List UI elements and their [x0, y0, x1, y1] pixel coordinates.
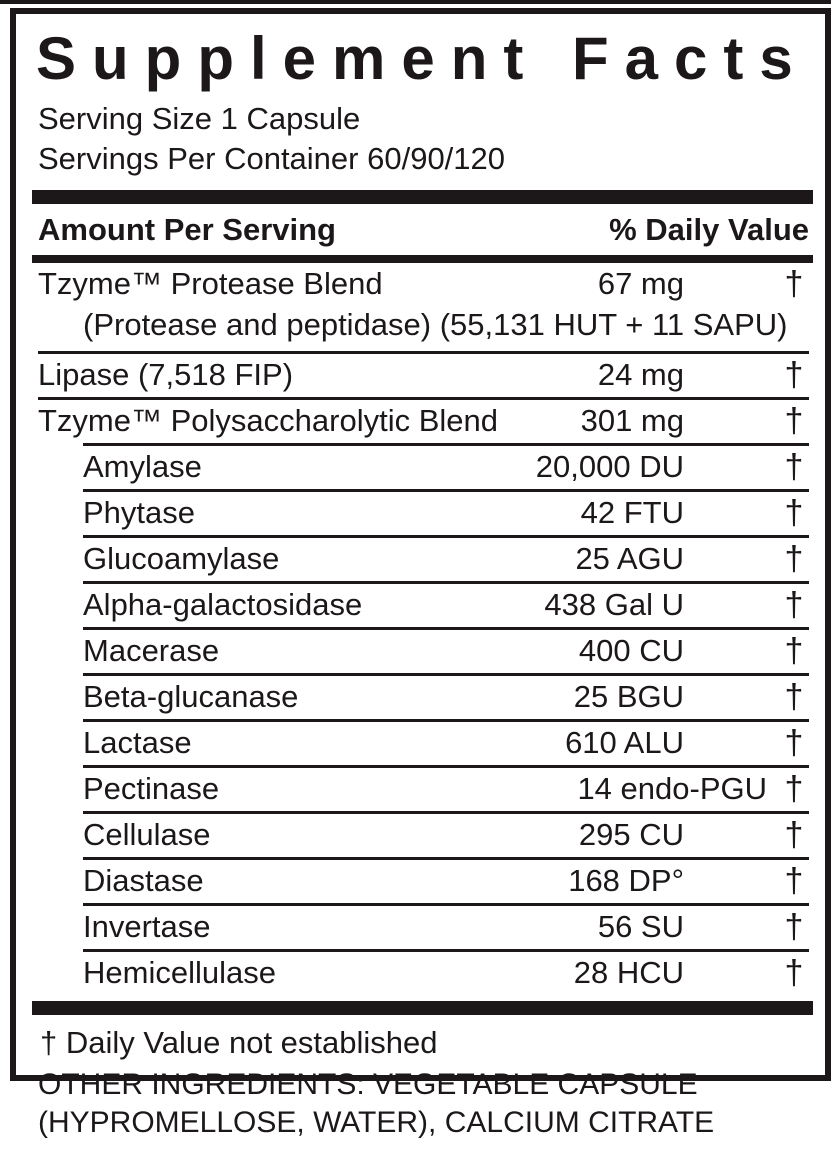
- table-row: [38, 263, 809, 351]
- table-row: [83, 673, 809, 719]
- table-row-main: [83, 446, 809, 489]
- ingredient-name: Amylase: [83, 449, 202, 485]
- ingredient-amount: 295 CU: [578, 817, 684, 853]
- ingredient-detail: (Protease and peptidase) (55,131 HUT + 11 SAPU): [83, 306, 788, 342]
- daily-value-dagger: †: [784, 586, 804, 625]
- table-row: [83, 765, 809, 811]
- table-row: [83, 535, 809, 581]
- ingredient-amount: 400 CU: [578, 633, 684, 669]
- ingredient-name: Hemicellulase: [83, 955, 276, 991]
- daily-value-dagger: †: [784, 265, 804, 304]
- daily-value-dagger: †: [784, 862, 804, 901]
- ingredient-amount: 67 mg: [597, 266, 684, 302]
- ingredient-amount: 14 endo-PGU: [577, 771, 767, 807]
- ingredient-amount: 168 DP°: [568, 863, 684, 899]
- ingredient-name: Phytase: [83, 495, 196, 531]
- divider-bar-bottom: [32, 1001, 813, 1015]
- serving-size-text: Serving Size 1 Capsule: [38, 101, 361, 137]
- other-ingredients-text: [38, 1066, 798, 1141]
- scan-edge-line: [0, 0, 831, 4]
- daily-value-dagger: †: [784, 402, 804, 441]
- ingredient-name: Macerase: [83, 633, 220, 669]
- divider-bar-header: [32, 255, 813, 263]
- ingredient-amount: 438 Gal U: [544, 587, 684, 623]
- daily-value-header: % Daily Value: [609, 211, 809, 247]
- ingredient-name: Beta-glucanase: [83, 679, 299, 715]
- table-row: [83, 627, 809, 673]
- daily-value-dagger: †: [784, 448, 804, 487]
- table-row-main: [38, 400, 809, 443]
- table-row-main: [83, 492, 809, 535]
- ingredient-amount: 25 AGU: [575, 541, 684, 577]
- other-ingredients-line: (HYPROMELLOSE, WATER), CALCIUM CITRATE: [38, 1105, 715, 1139]
- daily-value-dagger: †: [784, 724, 804, 763]
- table-row-main: [38, 263, 809, 306]
- ingredient-name: Glucoamylase: [83, 541, 280, 577]
- ingredient-name: Invertase: [83, 909, 211, 945]
- ingredient-amount: 28 HCU: [573, 955, 684, 991]
- ingredient-name: Cellulase: [83, 817, 211, 853]
- daily-value-dagger: †: [784, 540, 804, 579]
- table-row: [83, 719, 809, 765]
- ingredient-amount: 42 FTU: [580, 495, 684, 531]
- ingredient-name: Alpha-galactosidase: [83, 587, 363, 623]
- daily-value-dagger: †: [784, 816, 804, 855]
- daily-value-dagger: †: [784, 678, 804, 717]
- ingredient-name: Lactase: [83, 725, 192, 761]
- divider-bar-top: [32, 190, 813, 204]
- supplement-facts-panel: [10, 8, 831, 1081]
- panel-title: Supplement Facts: [36, 25, 809, 92]
- daily-value-dagger: †: [784, 770, 804, 809]
- table-row-main: [83, 538, 809, 581]
- table-row-main: [83, 722, 809, 765]
- ingredient-name: Tzyme™ Polysaccharolytic Blend: [38, 403, 498, 439]
- table-row: [38, 351, 809, 397]
- servings-per-container-text: Servings Per Container 60/90/120: [38, 141, 506, 177]
- ingredient-rows: [38, 263, 809, 995]
- column-header-row: [38, 204, 809, 255]
- table-row: [38, 397, 809, 443]
- table-row-main: [83, 860, 809, 903]
- other-ingredients-line: OTHER INGREDIENTS: VEGETABLE CAPSULE: [38, 1068, 698, 1101]
- ingredient-amount: 610 ALU: [565, 725, 684, 761]
- table-row: [83, 857, 809, 903]
- ingredient-amount: 25 BGU: [573, 679, 684, 715]
- table-row-main: [38, 354, 809, 397]
- table-row: [83, 489, 809, 535]
- ingredient-name: Lipase (7,518 FIP): [38, 357, 294, 393]
- table-row: [83, 811, 809, 857]
- table-row-main: [83, 676, 809, 719]
- table-row-main: [83, 814, 809, 857]
- daily-value-footnote: † Daily Value not established: [40, 1024, 438, 1060]
- table-row-main: [83, 584, 809, 627]
- ingredient-amount: 56 SU: [597, 909, 684, 945]
- table-row-main: [83, 952, 809, 995]
- ingredient-name: Pectinase: [83, 771, 220, 807]
- table-row: [83, 903, 809, 949]
- ingredient-amount: 20,000 DU: [535, 449, 684, 485]
- daily-value-dagger: †: [784, 356, 804, 395]
- daily-value-dagger: †: [784, 954, 804, 993]
- daily-value-dagger: †: [784, 494, 804, 533]
- amount-per-serving-header: Amount Per Serving: [38, 211, 336, 247]
- ingredient-amount: 24 mg: [597, 357, 684, 393]
- daily-value-dagger: †: [784, 632, 804, 671]
- table-row-main: [83, 768, 809, 811]
- table-row: [83, 443, 809, 489]
- table-row: [83, 581, 809, 627]
- ingredient-amount: 301 mg: [580, 403, 684, 439]
- ingredient-name: Diastase: [83, 863, 204, 899]
- table-row-main: [83, 630, 809, 673]
- table-row-main: [83, 906, 809, 949]
- ingredient-name: Tzyme™ Protease Blend: [38, 266, 383, 302]
- daily-value-dagger: †: [784, 908, 804, 947]
- table-row: [83, 949, 809, 995]
